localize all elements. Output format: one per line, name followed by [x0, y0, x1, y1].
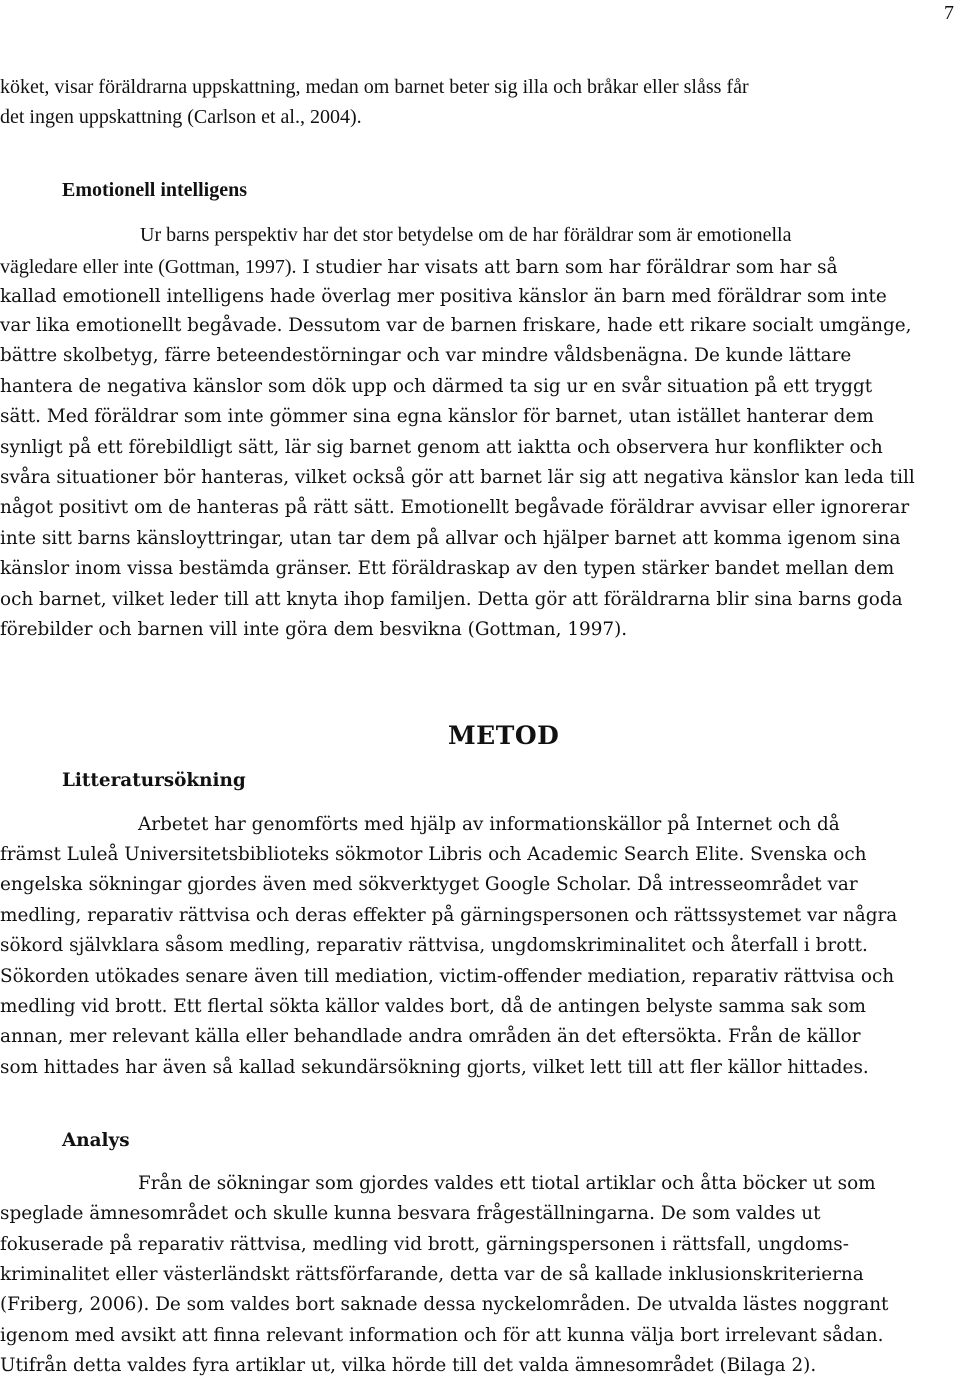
paragraph-line: och barnet, vilket leder till att knyta ihop familjen. Detta gör att föräldrarna blir sina barns goda	[0, 589, 903, 610]
paragraph-line: känslor inom vissa bestämda gränser. Ett föräldraskap av den typen stärker bandet mellan dem	[0, 558, 895, 579]
paragraph-line: Arbetet har genomförts med hjälp av informationskällor på Internet och då	[138, 814, 840, 835]
paragraph-line: Sökorden utökades senare även till mediation, victim-offender mediation, reparativ rättvisa och	[0, 966, 895, 987]
paragraph-line: speglade ämnesområdet och skulle kunna besvara frågeställningarna. De som valdes ut	[0, 1203, 821, 1224]
paragraph-line: förebilder och barnen vill inte göra dem besvikna (Gottman, 1997).	[0, 619, 628, 640]
paragraph-line: sätt. Med föräldrar som inte gömmer sina egna känslor för barnet, utan istället hanterar dem	[0, 406, 874, 427]
section-heading-emotion: Emotionell intelligens	[62, 179, 247, 201]
paragraph-fragment: vägledare eller inte (Gottman, 1997).	[0, 256, 297, 278]
paragraph-line: Utifrån detta valdes fyra artiklar ut, vilka hörde till det valda ämnesområdet (Bilaga 2).	[0, 1355, 817, 1376]
paragraph-line: igenom med avsikt att finna relevant information och för att kunna välja bort irrelevant sådan.	[0, 1325, 884, 1346]
paragraph-line: medling vid brott. Ett flertal sökta källor valdes bort, då de antingen belyste samma sak som	[0, 996, 866, 1017]
intro-line: köket, visar föräldrarna uppskattning, medan om barnet beter sig illa och bråkar eller slåss får	[0, 76, 749, 98]
paragraph-line: synligt på ett förebildligt sätt, lär sig barnet genom att iaktta och observera hur konflikter och	[0, 437, 883, 458]
paragraph-line: var lika emotionellt begåvade. Dessutom var de barnen friskare, hade ett rikare socialt umgänge,	[0, 315, 912, 336]
paragraph-line: svåra situationer bör hanteras, vilket också gör att barnet lär sig att negativa känslor kan leda till	[0, 467, 915, 488]
paragraph-line: Ur barns perspektiv har det stor betydelse om de har föräldrar som är emotionella	[140, 224, 792, 246]
paragraph-line: något positivt om de hanteras på rätt sätt. Emotionellt begåvade föräldrar avvisar eller ignorerar	[0, 497, 910, 518]
section-title-metod: METOD	[448, 721, 560, 750]
paragraph-fragment: I studier har visats att barn som har föräldrar som har så	[296, 257, 838, 278]
section-heading-analysis: Analys	[62, 1130, 130, 1151]
paragraph-line: engelska sökningar gjordes även med sökverktyget Google Scholar. Då intresseområdet var	[0, 874, 858, 895]
intro-line: det ingen uppskattning (Carlson et al., 2004).	[0, 106, 362, 128]
paragraph-line: hantera de negativa känslor som dök upp och därmed ta sig ur en svår situation på ett tryggt	[0, 376, 873, 397]
paragraph-line: annan, mer relevant källa eller behandlade andra områden än det eftersökta. Från de källor	[0, 1026, 861, 1047]
paragraph-line: Från de sökningar som gjordes valdes ett tiotal artiklar och åtta böcker ut som	[138, 1173, 876, 1194]
paragraph-line: bättre skolbetyg, färre beteendestörningar och var mindre våldsbenägna. De kunde lättare	[0, 345, 852, 366]
paragraph-line: främst Luleå Universitetsbiblioteks sökmotor Libris och Academic Search Elite. Svenska och	[0, 844, 867, 865]
paragraph-line: sökord självklara såsom medling, reparativ rättvisa, ungdomskriminalitet och återfall i brott.	[0, 935, 868, 956]
page-number: 7	[944, 2, 954, 24]
paragraph-line: kallad emotionell intelligens hade överlag mer positiva känslor än barn med föräldrar som inte	[0, 286, 887, 307]
paragraph-line: inte sitt barns känsloyttringar, utan tar dem på allvar och hjälper barnet att komma igenom sina	[0, 528, 901, 549]
paragraph-line: medling, reparativ rättvisa och deras effekter på gärningspersonen och rättssystemet var några	[0, 905, 898, 926]
paragraph-line: kriminalitet eller västerländskt rättsförfarande, detta var de så kallade inklusionskriterierna	[0, 1264, 864, 1285]
paragraph-line	[0, 256, 960, 279]
section-heading-literature: Litteratursökning	[62, 770, 246, 791]
paragraph-line: fokuserade på reparativ rättvisa, medling vid brott, gärningspersonen i rättsfall, ungdoms-	[0, 1234, 849, 1255]
paragraph-line: som hittades har även så kallad sekundärsökning gjorts, vilket lett till att fler källor hittades.	[0, 1057, 869, 1078]
paragraph-line: (Friberg, 2006). De som valdes bort saknade dessa nyckelområden. De utvalda lästes noggrant	[0, 1294, 889, 1315]
